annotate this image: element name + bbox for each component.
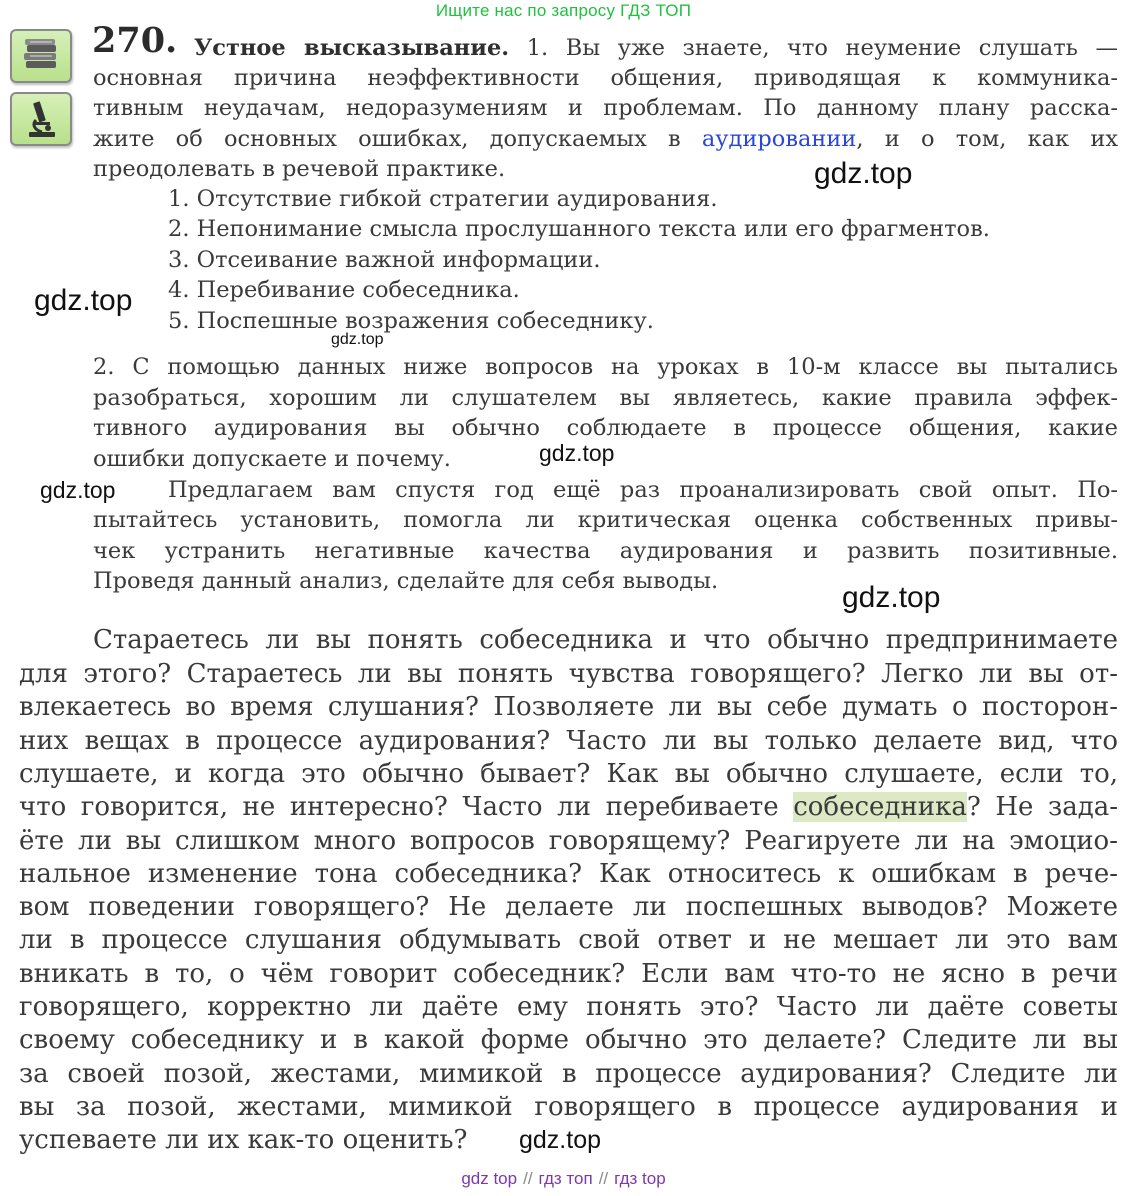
watermark: gdz.top [814, 157, 913, 190]
question-line-6 [19, 792, 1118, 822]
part3-line-2: пытайтесь установить, помогла ли критическая оценка собственных привы- [93, 507, 1118, 533]
microscope-icon-box [10, 92, 72, 146]
question-line-7: ёте ли вы слишком много вопросов говорящему? Реагируете ли на эмоцио- [19, 826, 1118, 856]
plan-item-1: 1. Отсутствие гибкой стратегии аудирования. [168, 186, 718, 212]
books-icon-box [10, 29, 72, 83]
question-line-1: Стараетесь ли вы понять собеседника и что обычно предпринимаете [93, 625, 1118, 655]
question-line-11: вникать в то, о чём говорит собеседник? Если вам что-то не ясно в речи [19, 959, 1118, 989]
footer-link-1[interactable]: gdz top [461, 1169, 518, 1188]
watermark: gdz.top [519, 1126, 602, 1154]
watermark: gdz.top [539, 440, 615, 466]
intro-line-3 [93, 124, 1118, 154]
footer-separator: // [523, 1169, 533, 1188]
question-line-15: вы за позой, жестами, мимикой говорящего в процессе аудирования и [19, 1092, 1118, 1122]
intro-line-2: тивным неудачам, недоразумениям и проблемам. По данному плану расска- [93, 95, 1118, 121]
question-line-3: влекаетесь во время слушания? Позволяете ли вы себе думать о посторон- [19, 692, 1118, 722]
audition-link[interactable]: аудировании [701, 126, 857, 152]
part3-line-4: Проведя данный анализ, сделайте для себя выводы. [93, 568, 719, 594]
question-line-8: нальное изменение тона собеседника? Как относитесь к ошибкам в рече- [19, 859, 1118, 889]
footer-separator: // [598, 1169, 609, 1188]
plan-item-2: 2. Непонимание смысла прослушанного текста или его фрагментов. [168, 216, 990, 242]
plan-item-3: 3. Отсеивание важной информации. [168, 247, 601, 273]
books-icon [12, 31, 70, 81]
watermark: gdz.top [842, 581, 941, 614]
exercise-first-line [194, 33, 1118, 63]
question-line-14: за своей позой, жестами, мимикой в процессе аудирования? Следите ли [19, 1059, 1118, 1089]
plan-item-5: 5. Поспешные возражения собеседнику. [168, 308, 654, 334]
highlighted-word: собеседника [793, 792, 967, 822]
question-line-6-end: ? Не зада- [966, 792, 1118, 822]
part2-line-3: тивного аудирования вы обычно соблюдаете в процессе общения, какие [93, 415, 1118, 441]
intro-line-3-start: жите об основных ошибках, допускаемых в [93, 126, 702, 152]
intro-line-3-end: , и о том, как их [856, 126, 1119, 152]
top-search-hint[interactable]: Ищите нас по запросу ГДЗ ТОП [435, 1, 692, 20]
question-line-5: слушаете, и когда это обычно бывает? Как вы обычно слушаете, если то, [19, 759, 1118, 789]
question-line-16: успеваете ли их как-то оценить? [19, 1125, 468, 1155]
watermark: gdz.top [331, 331, 384, 348]
question-line-2: для этого? Стараетесь ли вы понять чувства говорящего? Легко ли вы от- [19, 659, 1118, 689]
question-line-4: них вещах в процессе аудирования? Часто ли вы только делаете вид, что [19, 726, 1118, 756]
question-line-10: ли в процессе слушания обдумывать свой ответ и не мешает ли это вам [19, 925, 1118, 955]
footer-link-3[interactable]: гдз top [614, 1169, 666, 1188]
plan-item-4: 4. Перебивание собеседника. [168, 277, 520, 303]
footer-links [0, 1169, 1127, 1189]
exercise-heading: Устное высказывание. [194, 35, 510, 61]
watermark: gdz.top [40, 477, 116, 503]
microscope-icon [12, 94, 70, 144]
question-line-6-start: что говорится, не интересно? Часто ли перебиваете [19, 792, 794, 822]
exercise-number: 270. [92, 20, 178, 61]
question-line-12: говорящего, корректно ли даёте ему понять это? Часто ли даёте советы [19, 992, 1118, 1022]
part2-line-2: разобраться, хорошим ли слушателем вы являетесь, какие правила эффек- [93, 385, 1118, 411]
part3-line-3: чек устранить негативные качества аудирования и развить позитивные. [93, 538, 1118, 564]
intro-line-0: 1. Вы уже знаете, что неумение слушать — [526, 35, 1118, 61]
part2-line-1: 2. С помощью данных ниже вопросов на уроках в 10-м классе вы пытались [93, 354, 1118, 380]
footer-link-2[interactable]: гдз топ [538, 1169, 593, 1188]
part3-line-1: Предлагаем вам спустя год ещё раз проанализировать свой опыт. По- [168, 477, 1118, 503]
intro-line-6: преодолевать в речевой практике. [93, 156, 506, 182]
part2-line-4: ошибки допускаете и почему. [93, 446, 451, 472]
question-line-13: своему собеседнику и в какой форме обычно это делаете? Следите ли вы [19, 1025, 1118, 1055]
question-line-9: вом поведении говорящего? Не делаете ли поспешных выводов? Можете [19, 892, 1118, 922]
watermark: gdz.top [34, 284, 133, 317]
intro-line-1: основная причина неэффективности общения, приводящая к коммуника- [93, 65, 1118, 91]
